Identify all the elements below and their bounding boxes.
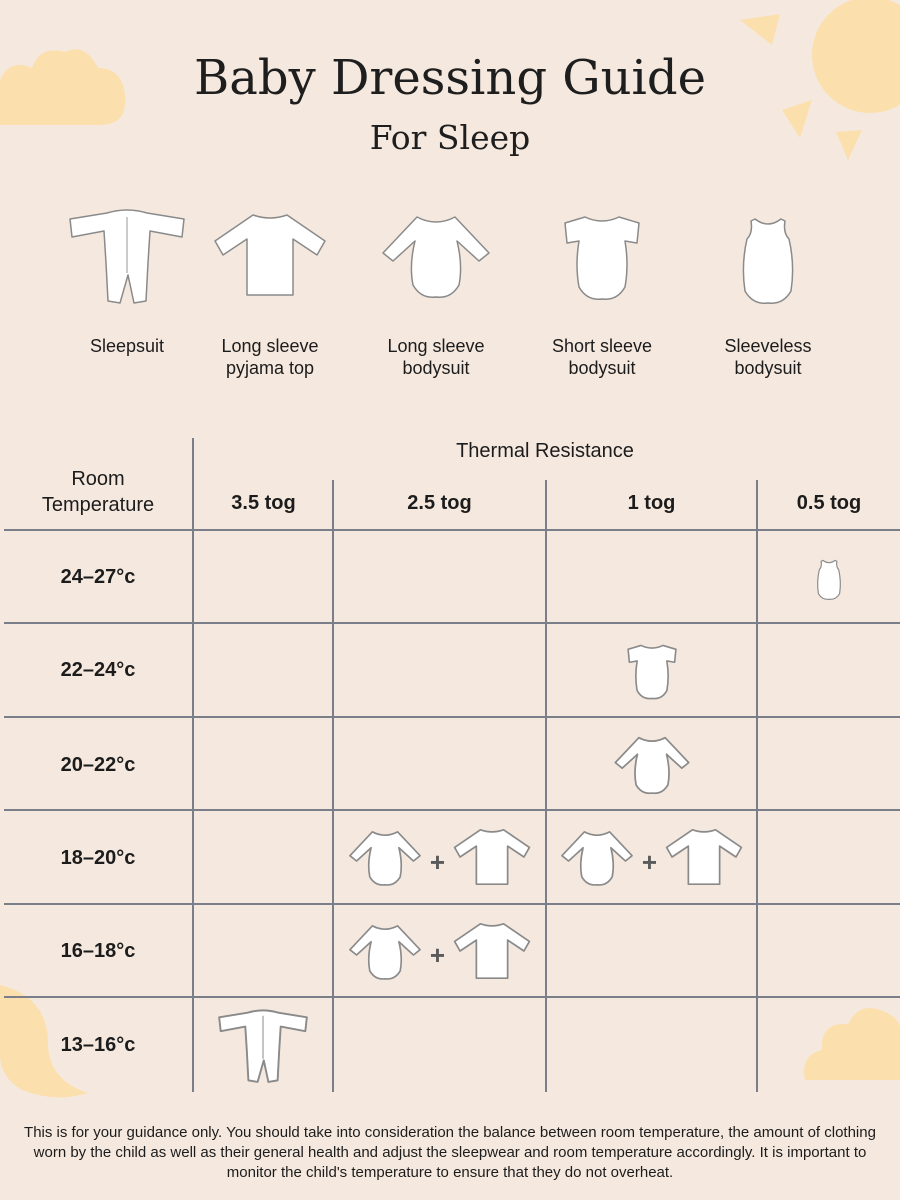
page-subtitle: For Sleep [369,118,531,157]
legend-label-pyjama-top: Long sleeve pyjama top [221,336,319,378]
legend-label-sleepsuit: Sleepsuit [89,336,165,356]
row-label-18-20: 18–20°c [60,847,136,869]
long-sleeve-pyjama-top-icon [659,823,749,891]
long-sleeve-pyjama-top-icon [205,205,335,305]
plus-sign: + [429,846,446,877]
row-label-20-22: 20–22°c [60,754,136,776]
sleeveless-bodysuit-icon [703,205,833,305]
row-label-16-18: 16–18°c [60,940,136,962]
thermal-resistance-header: Thermal Resistance [456,440,634,462]
disclaimer-text: This is for your guidance only. You should take into consideration the balance between room temperature, the amount of clothing worn by the child as well as their general health and adjust the sleepwear and room temperature accordingly. It is important to monitor the child's temperature to ensure that they do not overheat. [24,1124,876,1181]
tog-header-1: 1 tog [627,492,676,514]
cell-18-20-2-5-tog [334,811,545,903]
long-sleeve-pyjama-top-icon [447,917,537,985]
short-sleeve-bodysuit-icon [537,205,667,305]
sleepsuit-icon [62,205,192,305]
page-title: Baby Dressing Guide [193,50,707,106]
cell-22-24-1-tog [547,624,756,716]
long-sleeve-bodysuit-icon [342,917,428,985]
row-label-13-16: 13–16°c [60,1034,136,1056]
cell-24-27-0-5-tog [758,531,900,622]
tog-header-3-5: 3.5 tog [231,492,296,514]
legend-label-sleeveless-bodysuit: Sleeveless bodysuit [724,336,812,378]
legend-item-pyjama-top [187,205,353,379]
room-temperature-header: Room Temperature [41,468,155,516]
long-sleeve-bodysuit-icon [554,823,640,891]
cloud-icon [800,1000,900,1085]
sleepsuit-icon [213,1004,313,1086]
legend-item-sleeveless-bodysuit [685,205,851,379]
cell-20-22-1-tog [547,718,756,809]
long-sleeve-bodysuit-icon [342,823,428,891]
long-sleeve-bodysuit-icon [607,727,697,801]
plus-sign: + [429,940,446,970]
legend-item-sleepsuit [44,205,210,357]
legend-item-long-sleeve-bodysuit [353,205,519,379]
legend-label-long-sleeve-bodysuit: Long sleeve bodysuit [387,336,485,378]
tog-header-0-5: 0.5 tog [796,492,862,514]
long-sleeve-bodysuit-icon [371,205,501,305]
cell-18-20-1-tog [547,811,756,903]
long-sleeve-pyjama-top-icon [447,823,537,891]
clothing-legend [0,205,900,405]
tog-header-2-5: 2.5 tog [407,492,472,514]
cell-16-18-2-5-tog [334,905,545,996]
legend-item-short-sleeve-bodysuit [519,205,685,379]
short-sleeve-bodysuit-icon [610,632,694,708]
plus-sign: + [641,846,658,877]
legend-label-short-sleeve-bodysuit: Short sleeve bodysuit [551,336,653,378]
row-label-24-27: 24–27°c [60,566,136,588]
cell-13-16-3-5-tog [194,998,332,1092]
row-label-22-24: 22–24°c [60,659,136,681]
sleeveless-bodysuit-icon [799,539,859,615]
